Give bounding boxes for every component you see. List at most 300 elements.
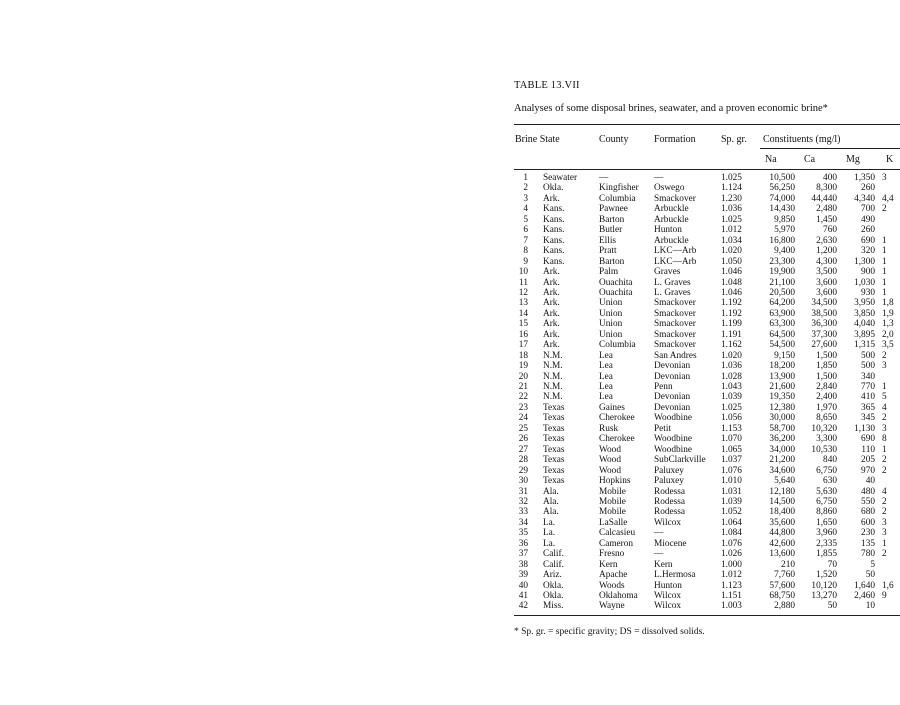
cell-k: 2 [882,350,887,361]
table-row [0,570,900,581]
cell-mg: 600 [861,517,875,528]
cell-mg: 2,460 [854,591,875,601]
cell-na: 58,700 [769,423,795,434]
cell-ca: 1,850 [816,361,837,372]
cell-county: Cherokee [599,413,635,424]
header-ca: Ca [804,154,816,165]
cell-k: 1 [882,444,887,455]
cell-county: Fresno [599,549,625,560]
cell-county: Kern [599,559,618,570]
cell-formation: Hunton [654,225,682,236]
cell-na: 21,100 [769,277,795,288]
cell-state: Ark. [543,308,560,319]
cell-k: 1 [882,235,887,246]
cell-mg: 480 [861,486,875,497]
cell-ca: 1,855 [816,549,837,560]
cell-state: Ark. [543,329,560,340]
cell-formation: L. Graves [654,277,691,288]
header-rule [514,169,900,170]
cell-mg: 780 [861,549,875,560]
cell-na: 7,760 [774,570,795,581]
cell-county: Barton [599,214,625,225]
cell-na: 56,250 [769,183,795,194]
cell-state: Calif. [543,559,564,570]
cell-county: Palm [599,267,619,278]
cell-na: 20,500 [769,287,795,298]
cell-state: Kans. [543,256,565,267]
cell-sp-gr: 1.124 [721,183,742,194]
table-row [0,309,900,320]
cell-na: 34,000 [769,444,795,455]
cell-ca: 10,120 [811,580,837,591]
cell-state: Ala. [543,486,559,497]
cell-sp-gr: 1.020 [721,246,742,257]
cell-county: — [599,173,609,183]
cell-state: Texas [543,455,565,466]
table-row [0,194,900,205]
table-row [0,445,900,456]
table-row [0,298,900,309]
cell-mg: 930 [861,287,875,298]
cell-k: 2 [882,413,887,424]
cell-na: 63,900 [769,308,795,319]
cell-na: 74,000 [769,193,795,204]
cell-k: 3 [882,173,887,183]
table-row [0,455,900,466]
table-row [0,288,900,299]
cell-county: Calcasieu [599,528,636,539]
table-row [0,591,900,602]
cell-ca: 630 [823,476,837,487]
cell-county: Gaines [599,402,625,413]
header-sp-gr: Sp. gr. [721,134,747,145]
row-number: 38 [518,559,528,570]
table-row [0,372,900,383]
cell-mg: 3,850 [854,308,875,319]
cell-ca: 3,960 [816,528,837,539]
row-number: 20 [518,371,528,382]
cell-na: 54,500 [769,340,795,351]
row-number: 32 [518,496,528,507]
row-number: 2 [523,183,528,194]
cell-na: 5,640 [774,476,795,487]
cell-formation: Rodessa [654,496,685,507]
cell-mg: 1,030 [854,277,875,288]
cell-state: Ark. [543,298,560,309]
cell-k: 2 [882,496,887,507]
cell-formation: L. Graves [654,287,691,298]
cell-k: 3,5 [882,340,894,351]
cell-state: N.M. [543,350,563,361]
cell-sp-gr: 1.012 [721,570,742,581]
cell-sp-gr: 1.025 [721,214,742,225]
table-row [0,507,900,518]
cell-na: 34,600 [769,465,795,476]
row-number: 26 [518,434,528,445]
cell-na: 9,400 [774,246,795,257]
cell-sp-gr: 1.036 [721,204,742,215]
cell-ca: 38,500 [811,308,837,319]
cell-formation: Hunton [654,580,682,591]
cell-k: 4 [882,486,887,497]
cell-mg: 1,350 [854,173,875,183]
cell-ca: 36,300 [811,319,837,330]
cell-ca: 10,320 [811,423,837,434]
row-number: 5 [523,214,528,225]
row-number: 40 [518,580,528,591]
cell-formation: Wilcox [654,591,681,601]
cell-mg: 700 [861,204,875,215]
cell-state: Texas [543,476,565,487]
cell-ca: 70 [827,559,837,570]
cell-k: 1 [882,538,887,549]
cell-state: Okla. [543,591,564,601]
cell-formation: Penn [654,382,673,392]
cell-county: Union [599,308,623,319]
table-row [0,497,900,508]
cell-ca: 34,500 [811,298,837,309]
cell-formation: Paluxey [654,465,684,476]
cell-ca: 1,650 [816,517,837,528]
cell-ca: 10,530 [811,444,837,455]
cell-county: Oklahoma [599,591,638,601]
cell-k: 2 [882,455,887,466]
cell-ca: 8,860 [816,507,837,518]
cell-formation: Arbuckle [654,214,689,225]
cell-formation: Smackover [654,340,696,351]
cell-state: Calif. [543,549,564,560]
cell-na: 35,600 [769,517,795,528]
cell-county: Ouachita [599,287,633,298]
cell-ca: 400 [823,173,837,183]
cell-state: Texas [543,402,565,413]
cell-state: La. [543,538,556,549]
table-row [0,215,900,226]
cell-formation: Miocene [654,538,687,549]
cell-ca: 1,200 [816,246,837,257]
cell-formation: Smackover [654,308,696,319]
cell-sp-gr: 1.039 [721,392,742,403]
table-row [0,236,900,247]
cell-county: Union [599,329,623,340]
cell-na: 18,200 [769,361,795,372]
cell-county: Mobile [599,486,626,497]
cell-mg: 205 [861,455,875,466]
cell-formation: Petit [654,423,672,434]
cell-state: Texas [543,423,565,434]
row-number: 16 [518,329,528,340]
row-number: 28 [518,455,528,466]
cell-formation: Graves [654,267,681,278]
cell-sp-gr: 1.153 [721,423,742,434]
table-row [0,173,900,184]
header-constituents: Constituents (mg/l) [763,134,841,145]
row-number: 34 [518,517,528,528]
cell-county: LaSalle [599,517,628,528]
cell-county: Wood [599,444,621,455]
cell-formation: Woodbine [654,413,692,424]
table-row [0,361,900,372]
cell-sp-gr: 1.003 [721,601,742,612]
cell-state: Okla. [543,183,564,194]
cell-sp-gr: 1.070 [721,434,742,445]
table-row [0,601,900,612]
cell-county: Pratt [599,246,617,257]
cell-mg: 340 [861,371,875,382]
cell-na: 19,900 [769,267,795,278]
cell-sp-gr: 1.037 [721,455,742,466]
cell-state: Texas [543,465,565,476]
row-number: 37 [518,549,528,560]
cell-state: Kans. [543,204,565,215]
cell-mg: 3,895 [854,329,875,340]
cell-county: Ellis [599,235,617,246]
cell-ca: 2,335 [816,538,837,549]
cell-na: 64,500 [769,329,795,340]
table-row [0,581,900,592]
cell-ca: 840 [823,455,837,466]
table-row [0,424,900,435]
cell-mg: 680 [861,507,875,518]
cell-formation: — [654,549,664,560]
row-number: 4 [523,204,528,215]
row-number: 22 [518,392,528,403]
cell-k: 1 [882,267,887,278]
cell-sp-gr: 1.020 [721,350,742,361]
cell-county: Lea [599,361,613,372]
cell-county: Woods [599,580,625,591]
cell-formation: Paluxey [654,476,684,487]
cell-mg: 1,300 [854,256,875,267]
row-number: 11 [519,277,528,288]
cell-mg: 320 [861,246,875,257]
table-row [0,267,900,278]
cell-na: 42,600 [769,538,795,549]
cell-ca: 1,520 [816,570,837,581]
cell-ca: 3,600 [816,287,837,298]
cell-formation: LKC—Arb [654,246,697,257]
row-number: 31 [518,486,528,497]
cell-county: Lea [599,392,613,403]
cell-mg: 50 [865,570,875,581]
cell-na: 19,350 [769,392,795,403]
cell-formation: Woodbine [654,444,692,455]
cell-k: 1,8 [882,298,894,309]
cell-k: 2 [882,204,887,215]
cell-sp-gr: 1.046 [721,267,742,278]
table-row [0,466,900,477]
row-number: 19 [518,361,528,372]
cell-na: 23,300 [769,256,795,267]
cell-na: 18,400 [769,507,795,518]
cell-na: 9,850 [774,214,795,225]
row-number: 8 [523,246,528,257]
cell-k: 1 [882,256,887,267]
cell-state: Okla. [543,580,564,591]
table-row [0,487,900,498]
table-row [0,434,900,445]
cell-sp-gr: 1.010 [721,476,742,487]
row-number: 35 [518,528,528,539]
row-number: 9 [523,256,528,267]
cell-ca: 1,500 [816,350,837,361]
cell-ca: 6,750 [816,496,837,507]
cell-k: 2 [882,507,887,518]
cell-ca: 13,270 [811,591,837,601]
cell-ca: 8,300 [816,183,837,194]
cell-state: Miss. [543,601,564,612]
cell-county: Cameron [599,538,634,549]
cell-k: 2,0 [882,329,894,340]
cell-k: 1,6 [882,580,894,591]
cell-k: 4,4 [882,193,894,204]
cell-formation: Kern [654,559,673,570]
table-row [0,528,900,539]
cell-formation: — [654,528,664,539]
cell-state: Ark. [543,287,560,298]
table-row [0,340,900,351]
cell-ca: 1,970 [816,402,837,413]
cell-sp-gr: 1.230 [721,193,742,204]
cell-k: 1 [882,246,887,257]
cell-k: 8 [882,434,887,445]
cell-ca: 1,450 [816,214,837,225]
cell-ca: 2,400 [816,392,837,403]
cell-mg: 1,130 [854,423,875,434]
cell-na: 30,000 [769,413,795,424]
cell-county: Lea [599,350,613,361]
cell-sp-gr: 1.025 [721,173,742,183]
cell-na: 5,970 [774,225,795,236]
cell-na: 57,600 [769,580,795,591]
cell-formation: Smackover [654,298,696,309]
cell-ca: 5,630 [816,486,837,497]
cell-formation: Wilcox [654,601,681,612]
cell-sp-gr: 1.076 [721,465,742,476]
header-formation: Formation [654,134,696,145]
cell-mg: 260 [861,183,875,194]
row-number: 12 [518,287,528,298]
row-number: 21 [518,382,528,392]
cell-k: 1 [882,382,887,392]
cell-mg: 4,040 [854,319,875,330]
cell-formation: San Andres [654,350,697,361]
cell-mg: 135 [861,538,875,549]
cell-state: N.M. [543,382,563,392]
cell-formation: LKC—Arb [654,256,697,267]
cell-state: Ark. [543,277,560,288]
table-row [0,225,900,236]
cell-mg: 10 [865,601,875,612]
cell-formation: Devonian [654,402,691,413]
cell-state: Kans. [543,235,565,246]
cell-sp-gr: 1.056 [721,413,742,424]
top-rule [514,124,900,125]
cell-na: 21,600 [769,382,795,392]
cell-county: Union [599,319,623,330]
cell-na: 44,800 [769,528,795,539]
cell-mg: 230 [861,528,875,539]
cell-formation: Devonian [654,371,691,382]
cell-state: Texas [543,413,565,424]
cell-mg: 345 [861,413,875,424]
cell-mg: 500 [861,361,875,372]
cell-formation: Woodbine [654,434,692,445]
cell-na: 68,750 [769,591,795,601]
table-row [0,204,900,215]
cell-sp-gr: 1.046 [721,287,742,298]
cell-formation: SubClarkville [654,455,706,466]
cell-sp-gr: 1.064 [721,517,742,528]
constituents-rule [760,148,900,149]
table-row [0,413,900,424]
cell-mg: 490 [861,214,875,225]
cell-mg: 4,340 [854,193,875,204]
cell-state: Kans. [543,246,565,257]
cell-na: 2,880 [774,601,795,612]
cell-county: Ouachita [599,277,633,288]
cell-state: Texas [543,444,565,455]
cell-ca: 3,500 [816,267,837,278]
row-number: 1 [523,173,528,183]
cell-k: 3 [882,361,887,372]
cell-state: Ark. [543,319,560,330]
cell-county: Columbia [599,193,636,204]
cell-k: 3 [882,528,887,539]
cell-county: Butler [599,225,623,236]
table-row [0,246,900,257]
cell-k: 3 [882,423,887,434]
cell-county: Wood [599,465,621,476]
cell-mg: 1,315 [854,340,875,351]
cell-state: Ariz. [543,570,562,581]
table-row [0,560,900,571]
cell-sp-gr: 1.031 [721,486,742,497]
cell-ca: 37,300 [811,329,837,340]
cell-county: Hopkins [599,476,631,487]
cell-sp-gr: 1.123 [721,580,742,591]
cell-formation: Rodessa [654,486,685,497]
row-number: 23 [518,402,528,413]
cell-sp-gr: 1.076 [721,538,742,549]
cell-state: Seawater [543,173,578,183]
cell-sp-gr: 1.052 [721,507,742,518]
cell-na: 10,500 [769,173,795,183]
table-row [0,257,900,268]
cell-formation: — [654,173,664,183]
bottom-rule [514,615,900,616]
table-row [0,351,900,362]
cell-ca: 3,600 [816,277,837,288]
cell-mg: 40 [865,476,875,487]
cell-county: Union [599,298,623,309]
cell-sp-gr: 1.192 [721,298,742,309]
cell-na: 13,900 [769,371,795,382]
cell-mg: 3,950 [854,298,875,309]
cell-state: La. [543,517,556,528]
header-k: K [886,154,894,165]
cell-mg: 500 [861,350,875,361]
cell-na: 63,300 [769,319,795,330]
cell-na: 16,800 [769,235,795,246]
row-number: 42 [518,601,528,612]
row-number: 3 [523,193,528,204]
cell-state: Texas [543,434,565,445]
cell-k: 1,9 [882,308,894,319]
row-number: 24 [518,413,528,424]
cell-county: Mobile [599,496,626,507]
cell-mg: 1,640 [854,580,875,591]
